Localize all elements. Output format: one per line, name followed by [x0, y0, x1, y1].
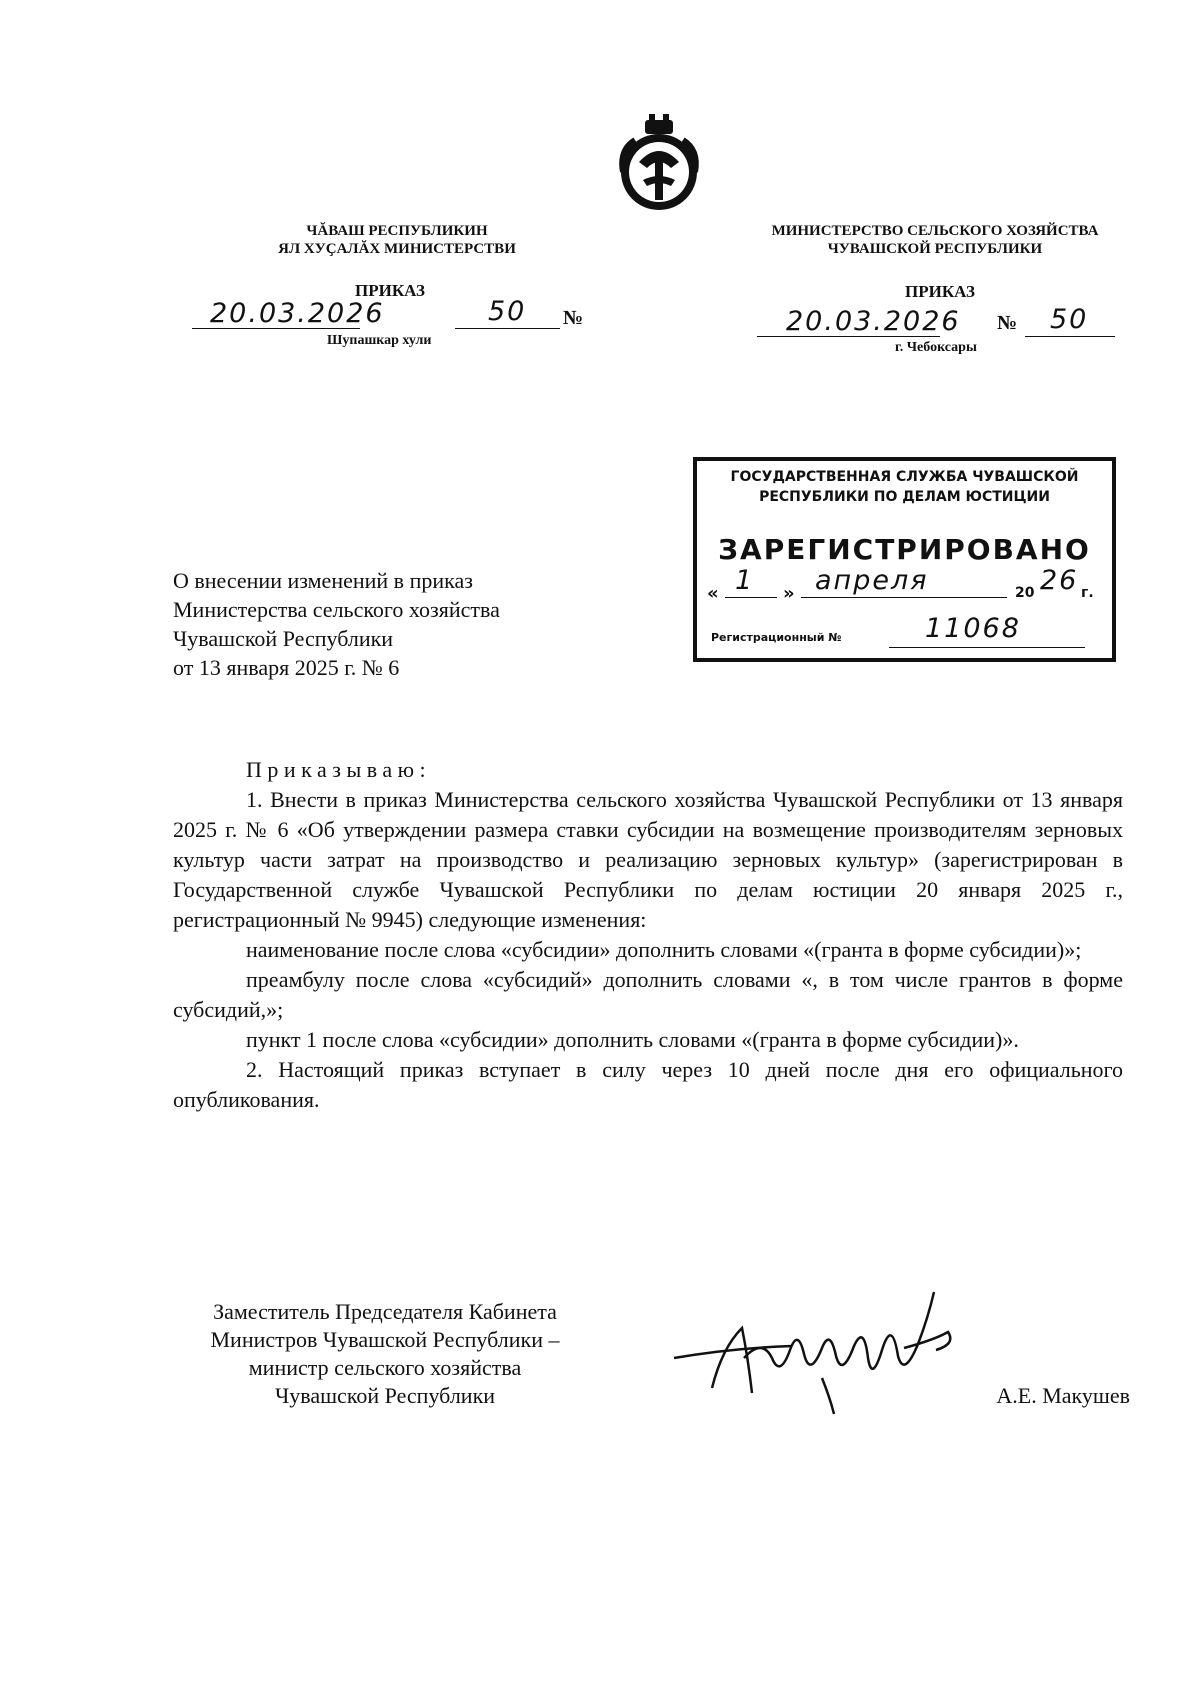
signatory-title-line1: Заместитель Председателя Кабинета [213, 1299, 557, 1324]
signatory-name: А.Е. Макушев [996, 1383, 1130, 1408]
city-right: г. Чебоксары [895, 340, 977, 355]
stamp-reg-underline [889, 647, 1085, 648]
header-right-line1: МИНИСТЕРСТВО СЕЛЬСКОГО ХОЗЯЙСТВА [771, 223, 1099, 239]
header-left-line2: ЯЛ ХУҪАЛĂХ МИНИСТЕРСТВИ [278, 241, 516, 257]
city-left: Шупашкар хули [327, 333, 432, 348]
doc-type-left: ПРИКАЗ [355, 281, 425, 300]
paragraph-5: 2. Настоящий приказ вступает в силу через 10 дней после дня его официального опубликования. [173, 1057, 1123, 1112]
number-right: 50 [1050, 304, 1089, 335]
paragraph-3: преамбулу после слова «субсидий» дополнить словами «, в том числе грантов в форме субсидий,»; [173, 967, 1123, 1022]
number-underline-right [1025, 336, 1115, 337]
document-body [173, 755, 1123, 1115]
number-sign-left: № [563, 307, 584, 329]
chuvash-emblem-icon [609, 110, 709, 218]
number-sign-right: № [997, 312, 1018, 334]
header-left-line1: ЧĂВАШ РЕСПУБЛИКИН [306, 223, 488, 239]
order-word: Приказываю: [246, 757, 432, 782]
subject-line3: Чувашской Республики [173, 626, 394, 651]
signatory-title [160, 1298, 610, 1410]
stamp-quote-close: » [783, 583, 795, 604]
stamp-line2: РЕСПУБЛИКИ ПО ДЕЛАМ ЮСТИЦИИ [759, 489, 1050, 505]
header-left-org [232, 222, 562, 258]
stamp-month-underline [801, 597, 1007, 598]
number-underline-left [455, 328, 560, 329]
stamp-line1: ГОСУДАРСТВЕННАЯ СЛУЖБА ЧУВАШСКОЙ [730, 469, 1079, 485]
doc-type-right: ПРИКАЗ [905, 282, 975, 301]
signatory-title-line3: министр сельского хозяйства [248, 1355, 522, 1380]
header-right-line2: ЧУВАШСКОЙ РЕСПУБЛИКИ [827, 241, 1043, 257]
stamp-quote-open: « [707, 583, 719, 604]
registration-stamp [693, 457, 1116, 662]
stamp-year-prefix: 20 [1015, 585, 1035, 601]
signatory-title-line2: Министров Чувашской Республики – [210, 1327, 560, 1352]
paragraph-1: 1. Внести в приказ Министерства сельского хозяйства Чувашской Республики от 13 января 2025 г. № 6 «Об утверждении размера ставки субсидии на возмещение производителям зерновых культур части затрат на производство и реализацию зерновых культур» (зарегистрирован в Государственной службе Чувашской Республики по делам юстиции 20 января 2025 г., регистрационный № 9945) следующие изменения: [173, 787, 1123, 932]
subject-line4: от 13 января 2025 г. № 6 [173, 655, 400, 680]
date-right: 20.03.2026 [786, 306, 961, 337]
date-left: 20.03.2026 [210, 298, 385, 329]
header-right-org [740, 222, 1130, 258]
stamp-year-end: г. [1081, 585, 1094, 601]
stamp-day-underline [725, 597, 777, 598]
stamp-month: апреля [815, 565, 929, 596]
number-left: 50 [488, 296, 527, 327]
document-subject [173, 566, 603, 682]
stamp-status: ЗАРЕГИСТРИРОВАНО [718, 533, 1091, 566]
stamp-reg-label: Регистрационный № [711, 631, 842, 644]
subject-line1: О внесении изменений в приказ [173, 568, 473, 593]
paragraph-4: пункт 1 после слова «субсидии» дополнить словами «(гранта в форме субсидии)». [246, 1027, 1019, 1052]
handwritten-signature-icon [672, 1288, 962, 1418]
signatory-title-line4: Чувашской Республики [274, 1383, 496, 1408]
stamp-reg-number: 11068 [925, 613, 1021, 644]
stamp-day: 1 [735, 565, 755, 596]
paragraph-2: наименование после слова «субсидии» дополнить словами «(гранта в форме субсидии)»; [246, 937, 1082, 962]
subject-line2: Министерства сельского хозяйства [173, 597, 500, 622]
stamp-year-suffix: 26 [1040, 565, 1079, 596]
